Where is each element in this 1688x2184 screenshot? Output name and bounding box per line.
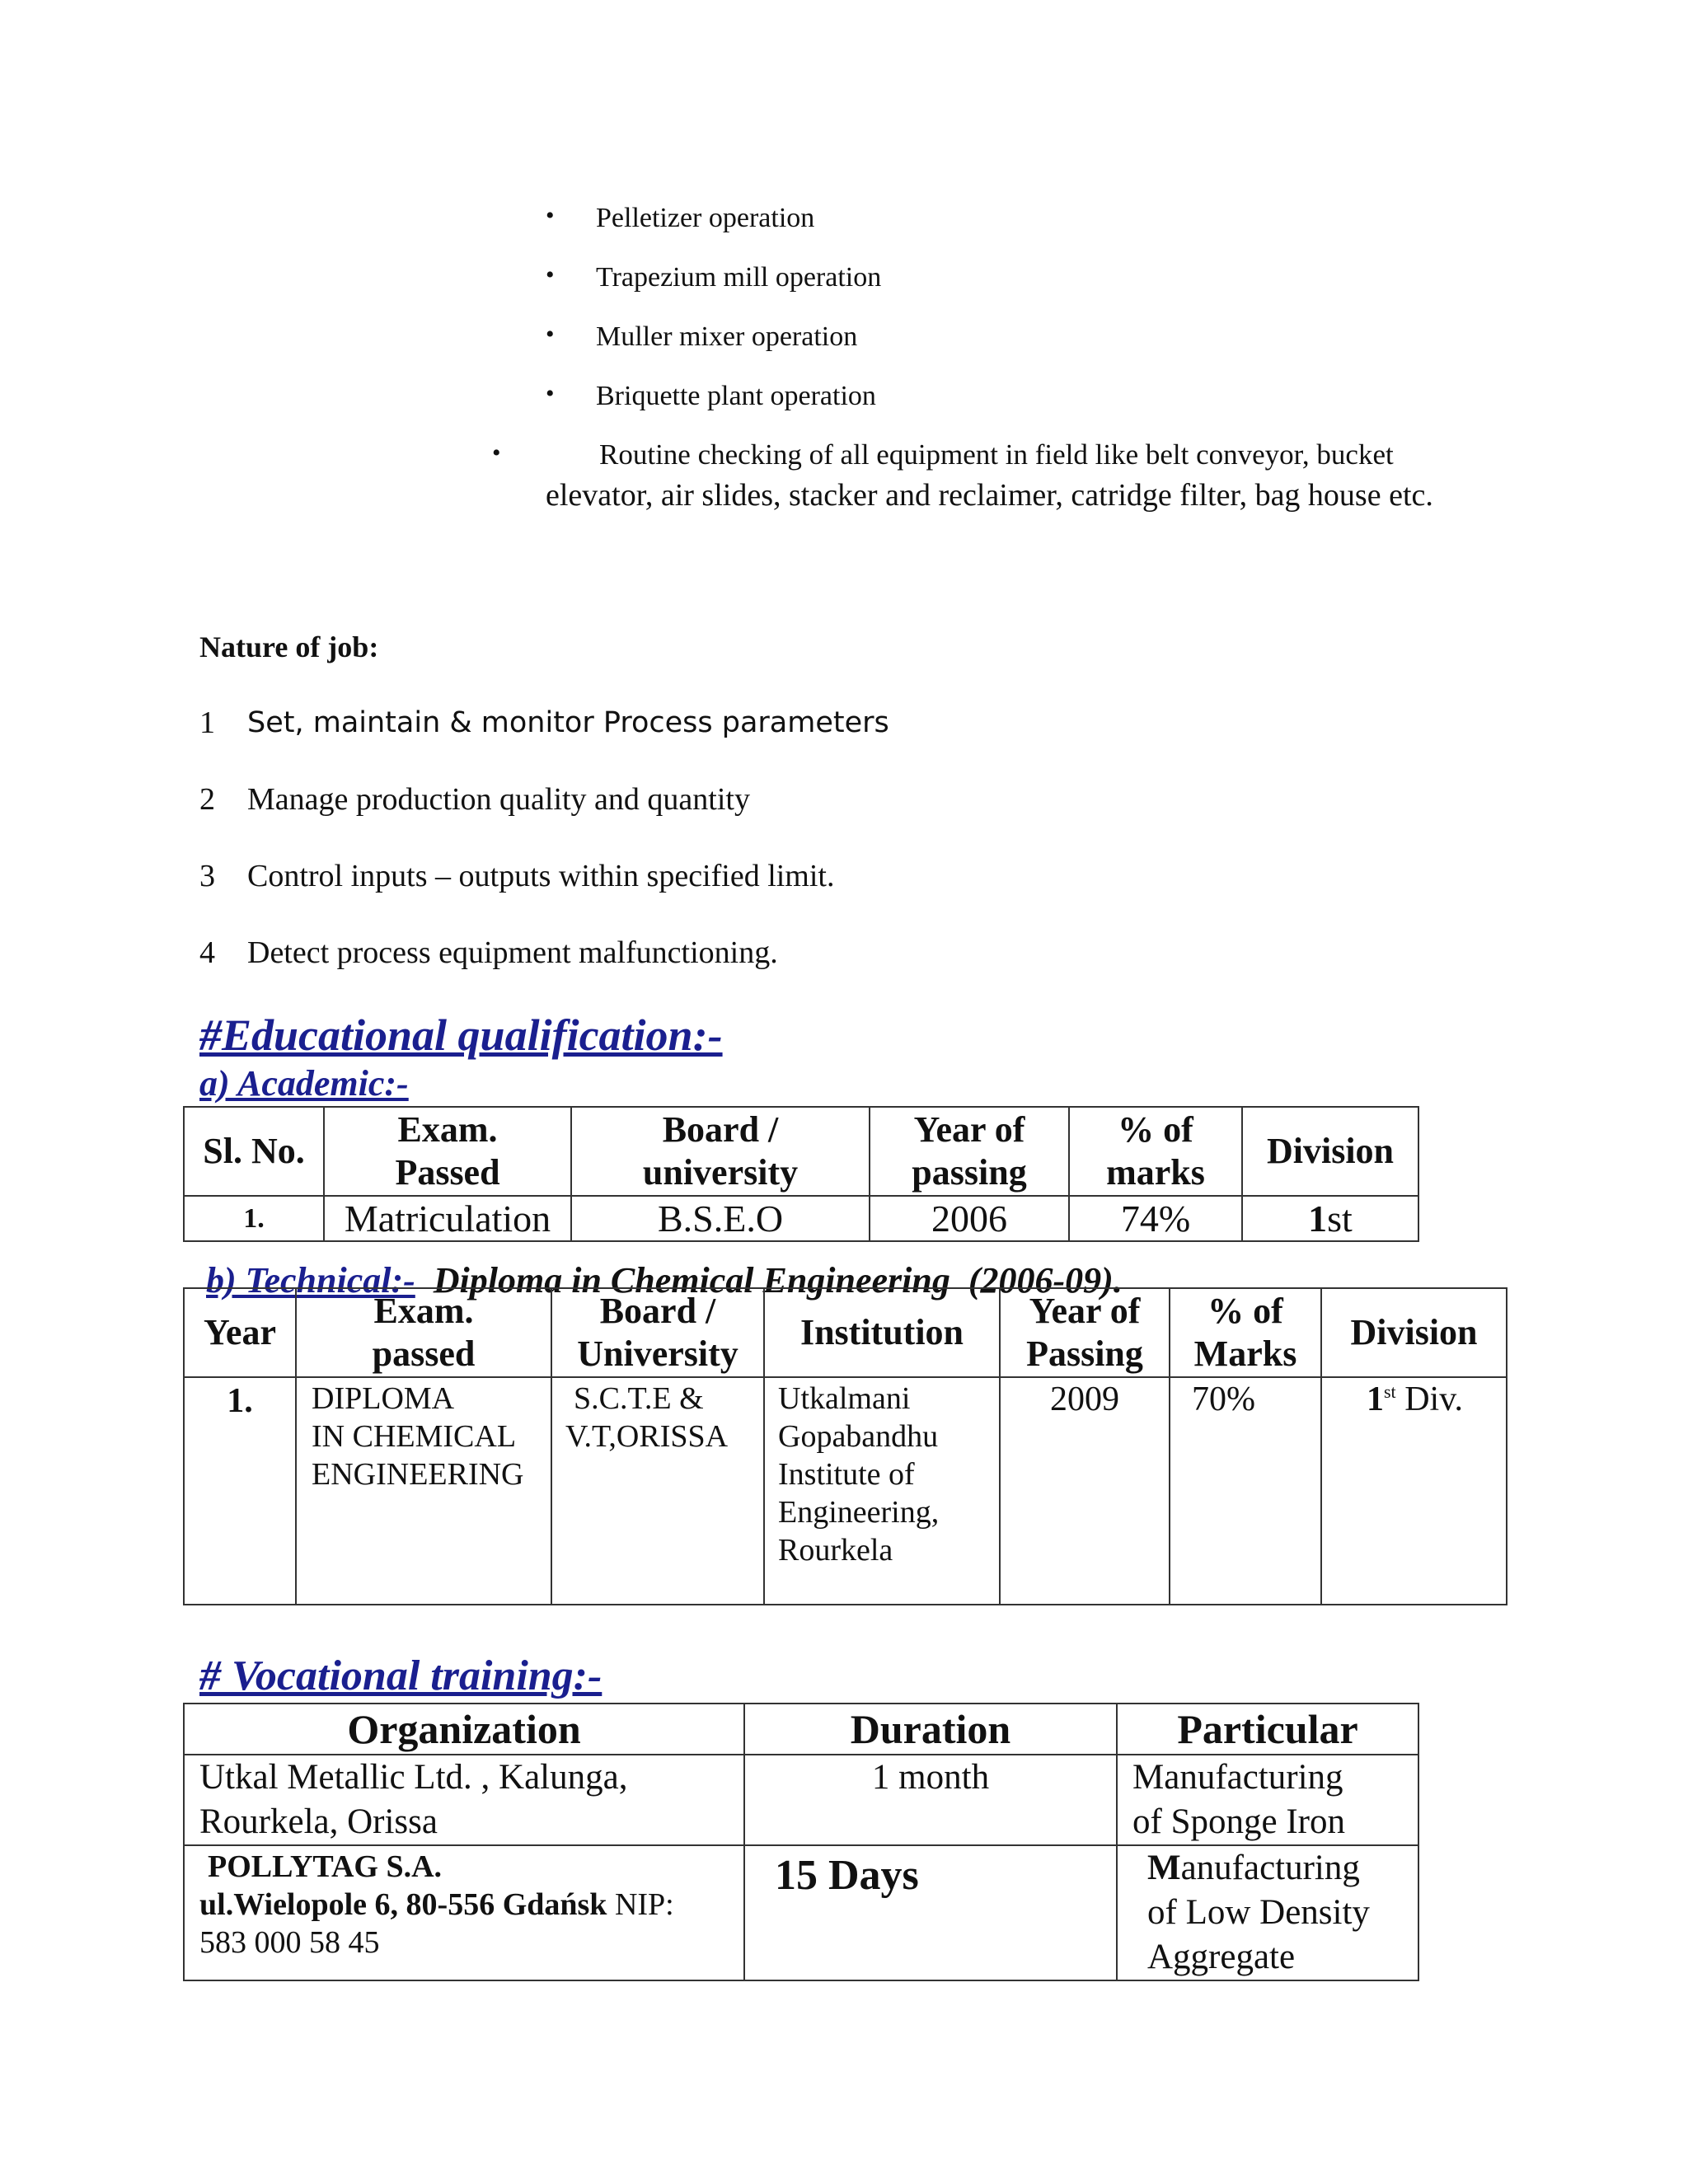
job-item-text: Manage production quality and quantity [247, 782, 750, 817]
col-marks [1069, 1107, 1242, 1196]
col-division: Division [1321, 1288, 1507, 1377]
job-item-num: 2 [199, 782, 215, 817]
job-item-text: Set, maintain & monitor Process parameters [247, 706, 889, 739]
particular-rest: anufacturing [1180, 1849, 1360, 1887]
bullet-dot: • [546, 380, 555, 407]
cell-year-passing: 2009 [1000, 1377, 1170, 1605]
cell-line: IN CHEMICAL [312, 1419, 517, 1454]
academic-heading: a) Academic:- [199, 1063, 409, 1104]
header-line: Exam. [373, 1291, 474, 1331]
cell-line: Aggregate [1147, 1938, 1296, 1976]
header-line: University [577, 1333, 738, 1374]
col-board [571, 1107, 870, 1196]
job-item-num: 1 [199, 705, 215, 740]
nature-of-job-title: Nature of job: [199, 630, 379, 663]
org-nip-label: NIP: [607, 1887, 674, 1922]
col-board [551, 1288, 764, 1377]
header-line: % of [1118, 1109, 1193, 1150]
cell-line: Institute of [778, 1457, 915, 1492]
col-institution: Institution [764, 1288, 1000, 1377]
cell-division [1242, 1196, 1418, 1241]
cell-board [551, 1377, 764, 1605]
routine-bullet-line2: elevator, air slides, stacker and reclaimer, catridge filter, bag house etc. [546, 478, 1433, 513]
cell-line: S.C.T.E & [574, 1381, 704, 1416]
cell-particular [1117, 1755, 1418, 1845]
job-item-num: 4 [199, 935, 215, 970]
header-line: university [642, 1152, 799, 1193]
job-item-num: 3 [199, 859, 215, 893]
job-item-text: Control inputs – outputs within specified limit. [247, 859, 835, 893]
header-line: Passing [1026, 1333, 1143, 1374]
header-line: Passed [395, 1152, 500, 1193]
academic-table [183, 1106, 1419, 1242]
org-address [199, 1886, 743, 1924]
cell-marks: 70% [1170, 1377, 1321, 1605]
org-name: POLLYTAG S.A. [208, 1849, 443, 1884]
bullet-dot: • [492, 439, 501, 466]
vocational-heading: # Vocational training:- [199, 1652, 603, 1699]
cell-year: 1. [184, 1377, 296, 1605]
cell-marks: 74% [1069, 1196, 1242, 1241]
cell-line [1147, 1846, 1418, 1891]
cell-line: V.T,ORISSA [565, 1419, 729, 1454]
cell-board: B.S.E.O [571, 1196, 870, 1241]
list-item: Muller mixer operation [596, 321, 858, 352]
cell-line: ENGINEERING [312, 1457, 524, 1492]
bullet-dot: • [546, 321, 555, 348]
org-address-street: ul.Wielopole 6, 80-556 Gdańsk [199, 1887, 607, 1922]
col-year-of-passing [870, 1107, 1069, 1196]
routine-bullet-line1: Routine checking of all equipment in field like belt conveyor, bucket [599, 438, 1394, 471]
list-item: Pelletizer operation [596, 203, 815, 233]
vocational-table [183, 1703, 1419, 1981]
cell-division [1321, 1377, 1507, 1605]
col-year-of-passing [1000, 1288, 1170, 1377]
cell-duration: 15 Days [744, 1845, 1117, 1980]
cell-line: Manufacturing [1132, 1758, 1343, 1797]
col-exam-passed [324, 1107, 571, 1196]
cell-duration: 1 month [744, 1755, 1117, 1845]
cell-line: DIPLOMA [312, 1381, 455, 1416]
org-nip-number: 583 000 58 45 [199, 1925, 380, 1960]
table-header-row [184, 1107, 1418, 1196]
division-sup: st [1384, 1381, 1396, 1402]
col-exam-passed [296, 1288, 551, 1377]
list-item: Briquette plant operation [596, 381, 876, 411]
cell-line: of Low Density [1147, 1893, 1370, 1932]
header-line: Board / [662, 1109, 779, 1150]
cell-line: Utkalmani [778, 1381, 911, 1416]
educational-heading: #Educational qualification:- [199, 1010, 723, 1060]
cell-exam: Matriculation [324, 1196, 571, 1241]
col-sl-no: Sl. No. [184, 1107, 324, 1196]
cell-particular [1117, 1845, 1418, 1980]
header-line: Year of [1029, 1291, 1141, 1331]
technical-table [183, 1287, 1507, 1605]
col-organization: Organization [184, 1704, 744, 1755]
col-particular: Particular [1117, 1704, 1418, 1755]
cell-line: of Sponge Iron [1132, 1802, 1345, 1841]
division-number: 1 [1367, 1380, 1384, 1418]
bullet-dot: • [546, 261, 555, 288]
table-header-row [184, 1704, 1418, 1755]
header-line: marks [1106, 1152, 1205, 1193]
cell-organization [184, 1755, 744, 1845]
cell-organization [184, 1845, 744, 1980]
header-line: Exam. [397, 1109, 498, 1150]
header-line: passing [912, 1152, 1027, 1193]
cell-exam [296, 1377, 551, 1605]
cell-line: Utkal Metallic Ltd. , Kalunga, [199, 1758, 628, 1797]
technical-heading: b) Technical:- [206, 1260, 415, 1301]
header-line: Year of [913, 1109, 1025, 1150]
col-year: Year [184, 1288, 296, 1377]
division-suffix: st [1327, 1197, 1353, 1240]
cell-institution [764, 1377, 1000, 1605]
cell-sl-no: 1. [184, 1196, 324, 1241]
technical-heading-tail: Diploma in Chemical Engineering (2006-09). [433, 1260, 1123, 1301]
header-line: % of [1207, 1291, 1283, 1331]
table-row [184, 1377, 1507, 1605]
table-row [184, 1196, 1418, 1241]
header-line: passed [372, 1333, 476, 1374]
cell-line: Rourkela [778, 1533, 893, 1568]
col-duration: Duration [744, 1704, 1117, 1755]
table-header-row [184, 1288, 1507, 1377]
list-item: Trapezium mill operation [596, 262, 882, 293]
cell-line: Gopabandhu [778, 1419, 939, 1454]
header-line: Marks [1193, 1333, 1297, 1374]
cell-line: Rourkela, Orissa [199, 1802, 438, 1841]
col-division: Division [1242, 1107, 1418, 1196]
table-row [184, 1845, 1418, 1980]
cell-line: Engineering, [778, 1495, 940, 1530]
cell-year: 2006 [870, 1196, 1069, 1241]
col-marks [1170, 1288, 1321, 1377]
division-number: 1 [1308, 1197, 1328, 1240]
particular-first-letter: M [1147, 1849, 1181, 1887]
bullet-dot: • [546, 202, 555, 229]
division-suffix: Div. [1395, 1380, 1463, 1418]
header-line: Board / [599, 1291, 716, 1331]
table-row [184, 1755, 1418, 1845]
job-item-text: Detect process equipment malfunctioning. [247, 935, 778, 970]
